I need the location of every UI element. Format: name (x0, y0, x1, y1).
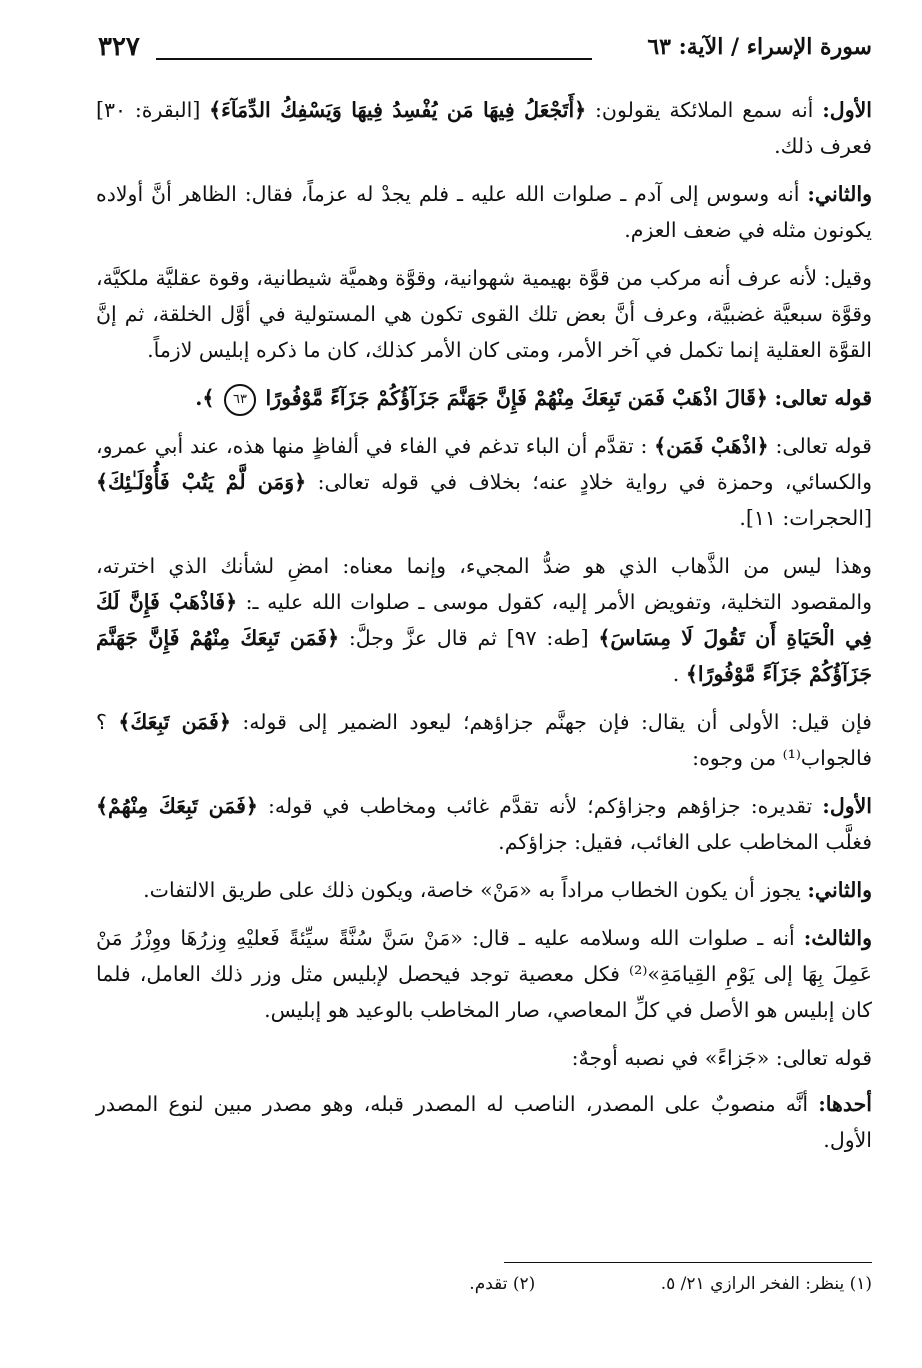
footnotes (96, 1274, 872, 1294)
quran-quote: ﴿اذْهَبْ فَمَن﴾ (654, 434, 769, 458)
ayah-number-mark: ٦٣ (224, 384, 256, 416)
paragraph-idgham: قوله تعالى: ﴿اذْهَبْ فَمَن﴾ : تقدَّم أن الباء تدغم في الفاء في ألفاظٍ منها هذه، عند أبي عمرو، والكسائي، وحمزة في رواية خلادٍ عنه؛ بخلاف في قوله تعالى: ﴿وَمَن لَّمْ يَتُبْ فَأُوْلَـٰئِكَ﴾ [الحجرات: ١١]. (96, 434, 872, 530)
quran-quote: ﴿فَمَن تَبِعَكَ﴾ (118, 710, 231, 734)
paragraph-answer-first: الأول: تقديره: جزاؤهم وجزاؤكم؛ لأنه تقدَّم غائب ومخاطب في قوله: ﴿فَمَن تَبِعَكَ مِنْهُمْ﴾ فغلَّب المخاطب على الغائب، فقيل: جزاؤكم. (96, 794, 872, 854)
header-rule (156, 58, 592, 60)
paragraph-jazaa: قوله تعالى: «جَزاءً» في نصبه أوجهٌ: (571, 1046, 872, 1070)
footnote-1: (١) ينظر: الفخر الرازي ٢١/ ٥. (660, 1274, 872, 1294)
paragraph-answer-third: والثالث: أنه ـ صلوات الله وسلامه عليه ـ قال: «مَنْ سَنَّ سُنَّةً سيِّئةً فَعليْهِ وِزرُهَا ووِزْرُ مَنْ عَمِلَ بِهَا إلى يَوْمِ القِيامَةِ»⁽²⁾ فكل معصية توجد فيحصل لإبليس مثل وزر ذلك العامل، فلما كان إبليس هو الأصل في كلِّ المعاصي، صار المخاطب بالوعيد هو إبليس. (96, 926, 872, 1022)
sura-title: سورة الإسراء / الآية: ٦٣ (647, 34, 872, 60)
page-header (98, 32, 872, 68)
paragraph-second-reason: والثاني: أنه وسوس إلى آدم ـ صلوات الله عليه ـ فلم يجدْ له عزماً، فقال: الظاهر أنَّ أولاده يكونون مثله في ضعف العزم. (96, 182, 872, 242)
quran-quote: ﴿وَمَن لَّمْ يَتُبْ فَأُوْلَـٰئِكَ﴾ (96, 470, 307, 494)
quran-quote: ﴿فَمَن تَبِعَكَ مِنْهُمْ فَإِنَّ جَهَنَّمَ جَزَآؤُكُمْ جَزَآءً مَّوْفُورًا﴾ (96, 626, 872, 686)
quran-verse: ﴿قَالَ اذْهَبْ فَمَن تَبِعَكَ مِنْهُمْ فَإِنَّ جَهَنَّمَ جَزَآؤُكُمْ جَزَآءً مَّوْفُورًا (265, 386, 768, 410)
footnote-2: (٢) تقدم. (469, 1274, 536, 1294)
quran-quote: ﴿أَتَجْعَلُ فِيهَا مَن يُفْسِدُ فِيهَا وَيَسْفِكُ الدِّمَآءَ﴾ (209, 98, 587, 122)
page-number: ٣٢٧ (98, 32, 140, 62)
page-body (96, 92, 872, 1168)
quran-quote: ﴿فَاذْهَبْ فَإِنَّ لَكَ فِي الْحَيَاةِ أَن تَقُولَ لَا مِسَاسَ﴾ (96, 590, 872, 650)
paragraph-answer-second: والثاني: يجوز أن يكون الخطاب مراداً به «مَنْ» خاصة، ويكون ذلك على طريق الالتفات. (143, 878, 872, 902)
footnote-rule (504, 1262, 872, 1263)
paragraph-meaning: وهذا ليس من الذَّهاب الذي هو ضدُّ المجيء، وإنما معناه: امضِ لشأنك الذي اخترته، والمقصود التخلية، وتفويض الأمر إليه، كقول موسى ـ صلوات الله عليه ـ: ﴿فَاذْهَبْ فَإِنَّ لَكَ فِي الْحَيَاةِ أَن تَقُولَ لَا مِسَاسَ﴾ [طه: ٩٧] ثم قال عزَّ وجلَّ: ﴿فَمَن تَبِعَكَ مِنْهُمْ فَإِنَّ جَهَنَّمَ جَزَآؤُكُمْ جَزَآءً مَّوْفُورًا﴾ . (96, 554, 872, 686)
paragraph-first-reason: الأول: أنه سمع الملائكة يقولون: ﴿أَتَجْعَلُ فِيهَا مَن يُفْسِدُ فِيهَا وَيَسْفِكُ الدِّمَآءَ﴾ [البقرة: ٣٠] فعرف ذلك. (96, 98, 872, 158)
paragraph-verse: قوله تعالى: ﴿قَالَ اذْهَبْ فَمَن تَبِعَكَ مِنْهُمْ فَإِنَّ جَهَنَّمَ جَزَآؤُكُمْ جَزَآءً مَّوْفُورًا ٦٣ ﴾. (96, 380, 872, 416)
paragraph-first-aspect: أحدها: أنَّه منصوبٌ على المصدر، الناصب له المصدر قبله، وهو مصدر مبين لنوع المصدر الأول. (96, 1092, 872, 1152)
paragraph-alternative-view: وقيل: لأنه عرف أنه مركب من قوَّة بهيمية شهوانية، وقوَّة وهميَّة شيطانية، وقوة عقليَّة ملكيَّة، وقوَّة سبعيَّة غضبيَّة، وعرف أنَّ بعض تلك القوى تكون هي المستولية في أوَّل الخلقة، ثم إنَّ القوَّة العقلية إنما تكمل في آخر الأمر، ومتى كان الأمر كذلك، كان ما ذكره إبليس لازماً. (96, 266, 872, 362)
paragraph-question: فإن قيل: الأولى أن يقال: فإن جهنَّم جزاؤهم؛ ليعود الضمير إلى قوله: ﴿فَمَن تَبِعَكَ﴾ ؟ فالجواب⁽¹⁾ من وجوه: (96, 710, 872, 770)
quran-quote: ﴿فَمَن تَبِعَكَ مِنْهُمْ﴾ (96, 794, 258, 818)
